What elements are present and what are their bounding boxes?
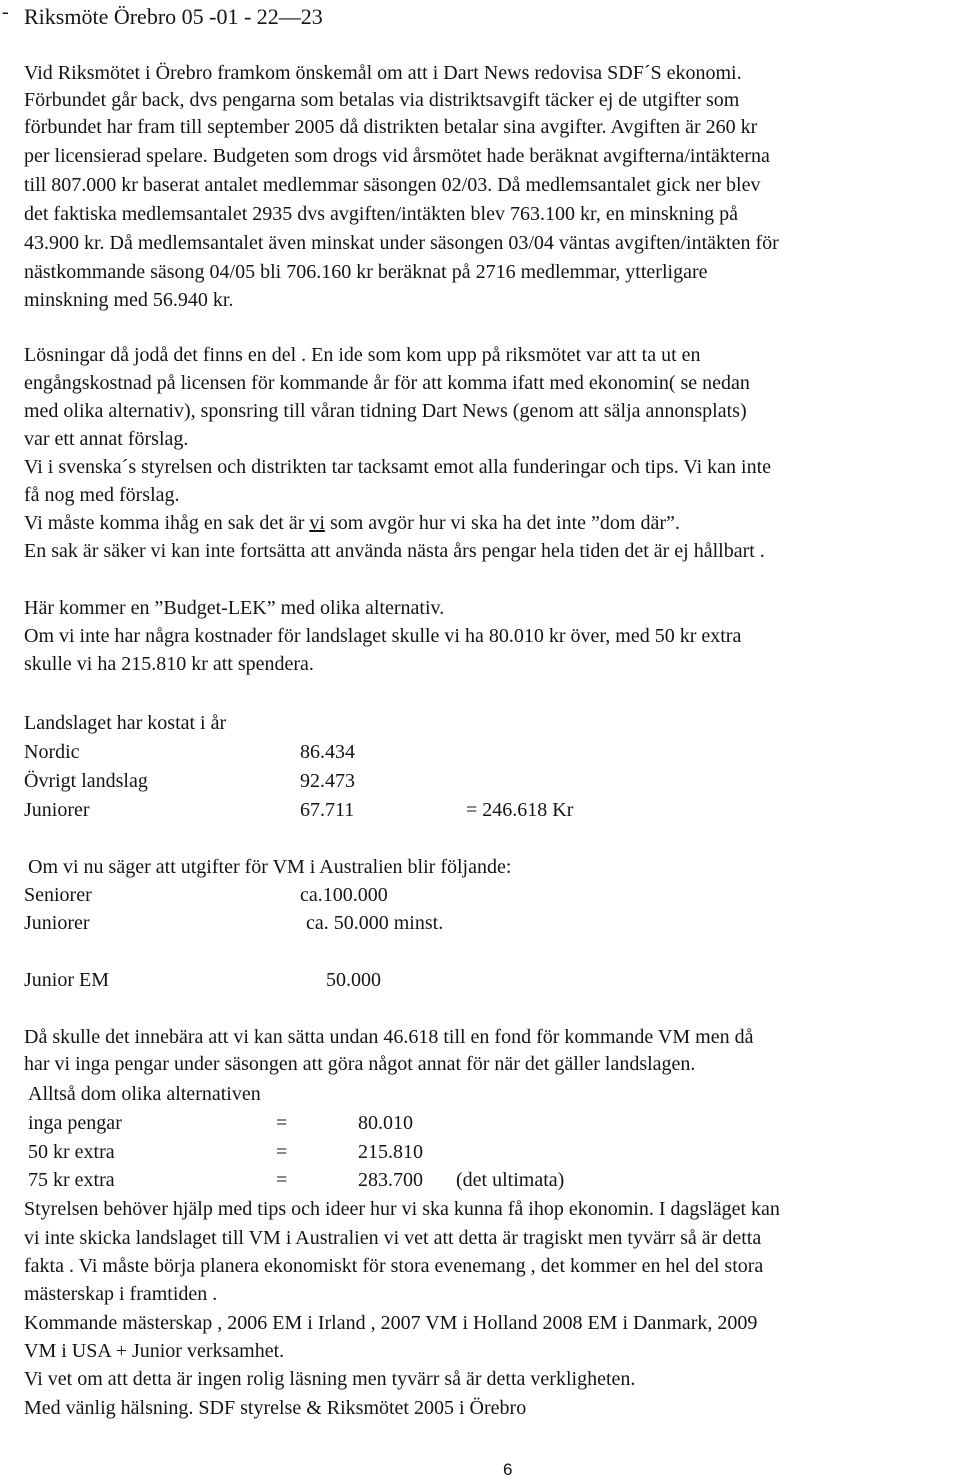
paragraph-2-line: Lösningar då jodå det finns en del . En ide som kom upp på riksmötet var att ta ut en bbox=[24, 344, 701, 366]
alternative-value: 283.700 bbox=[358, 1169, 423, 1191]
page-number: 6 bbox=[503, 1460, 513, 1479]
alternative-label: 75 kr extra bbox=[28, 1169, 115, 1191]
alternative-label: inga pengar bbox=[28, 1112, 122, 1134]
sustain-line: En sak är säker vi kan inte fortsätta att använda nästa års pengar hela tiden det är ej hållbart . bbox=[24, 540, 765, 562]
closing-line: mästerskap i framtiden . bbox=[24, 1283, 218, 1305]
paragraph-1-line: förbundet har fram till september 2005 då distrikten betalar sina avgifter. Avgiften är 260 kr bbox=[24, 116, 758, 138]
budget-intro-line: Här kommer en ”Budget-LEK” med olika alternativ. bbox=[24, 597, 445, 619]
budget-intro-line: Om vi inte har några kostnader för landslaget skulle vi ha 80.010 kr över, med 50 kr extra bbox=[24, 625, 742, 647]
landslaget-label: Juniorer bbox=[24, 799, 90, 821]
closing-line: VM i USA + Junior verksamhet. bbox=[24, 1340, 285, 1362]
paragraph-1-line: Vid Riksmötet i Örebro framkom önskemål om att i Dart News redovisa SDF´S ekonomi. bbox=[24, 62, 742, 84]
closing-line: Kommande mästerskap , 2006 EM i Irland , 2007 VM i Holland 2008 EM i Danmark, 2009 bbox=[24, 1312, 758, 1334]
paragraph-1-line: 43.900 kr. Då medlemsantalet även minskat under säsongen 03/04 väntas avgiften/intäkten för bbox=[24, 232, 779, 254]
closing-line: Vi vet om att detta är ingen rolig läsning men tyvärr så är detta verkligheten. bbox=[24, 1368, 636, 1390]
paragraph-1-line: nästkommande säsong 04/05 bli 706.160 kr beräknat på 2716 medlemmar, ytterligare bbox=[24, 261, 708, 283]
vm-value: ca. 50.000 minst. bbox=[306, 912, 444, 934]
paragraph-1-line: Förbundet går back, dvs pengarna som betalas via distriktsavgift täcker ej de utgifter som bbox=[24, 89, 740, 111]
vm-label: Seniorer bbox=[24, 884, 92, 906]
paragraph-2-line: med olika alternativ), sponsring till våran tidning Dart News (genom att sälja annonsplats) bbox=[24, 400, 747, 422]
vi-line-before: Vi måste komma ihåg en sak det är bbox=[24, 512, 310, 534]
landslaget-label: Övrigt landslag bbox=[24, 770, 148, 792]
closing-line: fakta . Vi måste börja planera ekonomiskt för stora evenemang , det kommer en hel del stora bbox=[24, 1255, 764, 1277]
alternative-label: 50 kr extra bbox=[28, 1141, 115, 1163]
paragraph-1-line: minskning med 56.940 kr. bbox=[24, 289, 234, 311]
paragraph-1-line: det faktiska medlemsantalet 2935 dvs avgiften/intäkten blev 763.100 kr, en minskning på bbox=[24, 203, 739, 225]
vm-heading: Om vi nu säger att utgifter för VM i Australien blir följande: bbox=[28, 856, 512, 878]
vi-line-underlined: vi bbox=[309, 512, 325, 534]
paragraph-2-line: engångskostnad på licensen för kommande år för att komma ifatt med ekonomin( se nedan bbox=[24, 372, 750, 394]
paragraph-1-line: till 807.000 kr baserat antalet medlemmar säsongen 02/03. Då medlemsantalet gick ner blev bbox=[24, 174, 761, 196]
junior-em-label: Junior EM bbox=[24, 969, 109, 991]
fund-text-line: har vi inga pengar under säsongen att göra något annat för när det gäller landslagen. bbox=[24, 1053, 696, 1075]
paragraph-2-line: var ett annat förslag. bbox=[24, 428, 189, 450]
vi-line bbox=[24, 510, 680, 536]
alternative-value: 215.810 bbox=[358, 1141, 423, 1163]
fund-text-line: Då skulle det innebära att vi kan sätta undan 46.618 till en fond för kommande VM men då bbox=[24, 1026, 754, 1048]
landslaget-value: 86.434 bbox=[300, 741, 355, 763]
paragraph-2-line: få nog med förslag. bbox=[24, 484, 180, 506]
junior-em-value: 50.000 bbox=[326, 969, 381, 991]
landslaget-value: 92.473 bbox=[300, 770, 355, 792]
closing-line: Styrelsen behöver hjälp med tips och ideer hur vi ska kunna få ihop ekonomin. I dagsläget kan bbox=[24, 1198, 780, 1220]
vm-label: Juniorer bbox=[24, 912, 90, 934]
landslaget-total: = 246.618 Kr bbox=[466, 799, 574, 821]
paragraph-2-line: Vi i svenska´s styrelsen och distrikten tar tacksamt emot alla funderingar och tips. Vi kan inte bbox=[24, 456, 772, 478]
landslaget-label: Nordic bbox=[24, 741, 80, 763]
document-title: Riksmöte Örebro 05 -01 - 22—23 bbox=[24, 4, 323, 29]
budget-intro-line: skulle vi ha 215.810 kr att spendera. bbox=[24, 653, 314, 675]
alternative-eq: = bbox=[276, 1169, 288, 1191]
alternative-note: (det ultimata) bbox=[456, 1169, 565, 1191]
landslaget-heading: Landslaget har kostat i år bbox=[24, 712, 227, 734]
closing-line: vi inte skicka landslaget till VM i Australien vi vet att detta är tragiskt men tyvärr så är detta bbox=[24, 1227, 762, 1249]
alternative-value: 80.010 bbox=[358, 1112, 413, 1134]
margin-mark: - bbox=[2, 1, 9, 23]
alternative-eq: = bbox=[276, 1141, 288, 1163]
alternative-eq: = bbox=[276, 1112, 288, 1134]
landslaget-value: 67.711 bbox=[300, 799, 355, 821]
paragraph-1-line: per licensierad spelare. Budgeten som drogs vid årsmötet hade beräknat avgifterna/intäkterna bbox=[24, 145, 770, 167]
vm-value: ca.100.000 bbox=[300, 884, 388, 906]
vi-line-after: som avgör hur vi ska ha det inte ”dom där”. bbox=[324, 512, 680, 534]
closing-line: Med vänlig hälsning. SDF styrelse & Riksmötet 2005 i Örebro bbox=[24, 1397, 527, 1419]
alternatives-heading: Alltså dom olika alternativen bbox=[28, 1083, 261, 1105]
